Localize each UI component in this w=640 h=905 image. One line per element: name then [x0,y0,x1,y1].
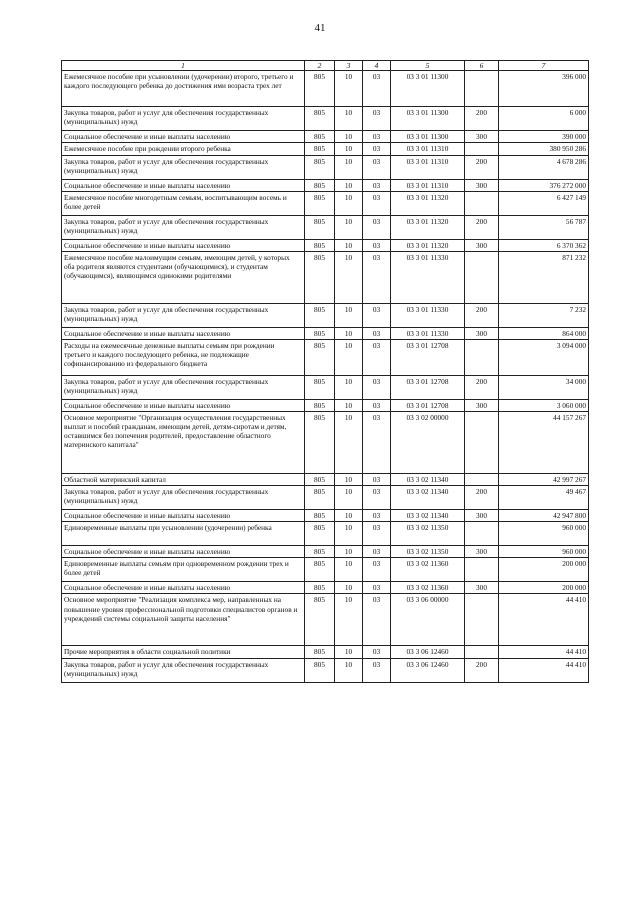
cell-grbs: 805 [305,303,335,327]
cell-grbs: 805 [305,327,335,339]
cell-subsection: 03 [363,399,391,411]
cell-section: 10 [335,375,363,399]
cell-target-article: 03 3 06 00000 [391,594,465,646]
cell-amount: 44 410 [499,646,589,658]
cell-expense-type [465,558,499,582]
table-row [62,71,589,107]
cell-amount: 42 947 800 [499,510,589,522]
cell-amount: 871 232 [499,251,589,303]
table-row [62,107,589,131]
cell-target-article: 03 3 01 12708 [391,375,465,399]
cell-name: Закупка товаров, работ и услуг для обеспечения государственных (муниципальных) нужд [62,658,305,682]
cell-amount: 34 000 [499,375,589,399]
cell-name: Ежемесячное пособие при рождении второго ребенка [62,143,305,155]
column-number: 4 [363,61,391,71]
table-row [62,546,589,558]
cell-subsection: 03 [363,327,391,339]
cell-amount: 44 410 [499,594,589,646]
cell-expense-type [465,474,499,486]
cell-grbs: 805 [305,594,335,646]
cell-target-article: 03 3 01 12708 [391,399,465,411]
cell-target-article: 03 3 02 00000 [391,412,465,474]
table-body [62,71,589,682]
cell-amount: 200 000 [499,558,589,582]
column-number: 5 [391,61,465,71]
cell-expense-type: 200 [465,215,499,239]
column-number: 3 [335,61,363,71]
cell-subsection: 03 [363,215,391,239]
cell-amount: 56 787 [499,215,589,239]
cell-amount: 42 997 267 [499,474,589,486]
cell-amount: 396 000 [499,71,589,107]
cell-subsection: 03 [363,658,391,682]
cell-amount: 4 678 286 [499,155,589,179]
cell-target-article: 03 3 02 11340 [391,510,465,522]
cell-subsection: 03 [363,239,391,251]
cell-section: 10 [335,179,363,191]
cell-subsection: 03 [363,251,391,303]
cell-name: Закупка товаров, работ и услуг для обеспечения государственных (муниципальных) нужд [62,375,305,399]
cell-section: 10 [335,399,363,411]
table-row [62,646,589,658]
cell-name: Социальное обеспечение и иные выплаты населению [62,327,305,339]
table-row [62,303,589,327]
cell-target-article: 03 3 06 12460 [391,658,465,682]
cell-amount: 7 232 [499,303,589,327]
cell-section: 10 [335,239,363,251]
table-row [62,582,589,594]
cell-section: 10 [335,594,363,646]
cell-grbs: 805 [305,412,335,474]
cell-grbs: 805 [305,251,335,303]
cell-amount: 960 000 [499,522,589,546]
cell-expense-type: 200 [465,107,499,131]
cell-name: Основное мероприятие "Организация осуществления государственных выплат и пособий гражданам, имеющим детей, детям-сиротам и детям, оставшимся без попечения родителей, предоставление областного материнского капитала" [62,412,305,474]
cell-name: Социальное обеспечение и иные выплаты населению [62,179,305,191]
cell-name: Закупка товаров, работ и услуг для обеспечения государственных (муниципальных) нужд [62,215,305,239]
cell-name: Прочие мероприятия в области социальной политики [62,646,305,658]
cell-expense-type [465,594,499,646]
cell-name: Основное мероприятие "Реализация комплекса мер, направленных на повышение уровня профессиональной подготовки специалистов органов и учреждений системы социальной защиты населения" [62,594,305,646]
budget-table [61,60,589,683]
cell-expense-type: 300 [465,582,499,594]
cell-target-article: 03 3 02 11350 [391,546,465,558]
cell-expense-type: 300 [465,399,499,411]
cell-grbs: 805 [305,131,335,143]
cell-grbs: 805 [305,646,335,658]
cell-name: Закупка товаров, работ и услуг для обеспечения государственных (муниципальных) нужд [62,486,305,510]
cell-section: 10 [335,486,363,510]
cell-section: 10 [335,191,363,215]
cell-expense-type: 300 [465,510,499,522]
cell-subsection: 03 [363,646,391,658]
cell-target-article: 03 3 01 11320 [391,239,465,251]
cell-target-article: 03 3 01 11330 [391,251,465,303]
cell-subsection: 03 [363,474,391,486]
table-row [62,658,589,682]
column-number: 1 [62,61,305,71]
cell-expense-type: 200 [465,658,499,682]
cell-expense-type [465,191,499,215]
cell-grbs: 805 [305,522,335,546]
cell-subsection: 03 [363,522,391,546]
cell-target-article: 03 3 01 11330 [391,327,465,339]
cell-expense-type [465,522,499,546]
cell-grbs: 805 [305,215,335,239]
cell-expense-type: 300 [465,179,499,191]
cell-amount: 6 000 [499,107,589,131]
cell-grbs: 805 [305,510,335,522]
table-row [62,327,589,339]
cell-grbs: 805 [305,658,335,682]
cell-grbs: 805 [305,179,335,191]
cell-grbs: 805 [305,143,335,155]
cell-section: 10 [335,71,363,107]
cell-expense-type: 200 [465,155,499,179]
cell-section: 10 [335,412,363,474]
table-row [62,215,589,239]
cell-grbs: 805 [305,155,335,179]
cell-section: 10 [335,546,363,558]
cell-subsection: 03 [363,339,391,375]
cell-amount: 3 094 000 [499,339,589,375]
cell-section: 10 [335,522,363,546]
cell-grbs: 805 [305,107,335,131]
cell-name: Закупка товаров, работ и услуг для обеспечения государственных (муниципальных) нужд [62,155,305,179]
column-number-row [62,61,589,71]
cell-target-article: 03 3 01 11320 [391,191,465,215]
cell-amount: 200 000 [499,582,589,594]
column-number: 2 [305,61,335,71]
table-row [62,522,589,546]
cell-grbs: 805 [305,339,335,375]
cell-target-article: 03 3 02 11340 [391,474,465,486]
cell-expense-type [465,71,499,107]
cell-expense-type [465,143,499,155]
cell-subsection: 03 [363,412,391,474]
cell-grbs: 805 [305,399,335,411]
table-row [62,486,589,510]
cell-name: Ежемесячное пособие многодетным семьям, воспитывающим восемь и более детей [62,191,305,215]
cell-subsection: 03 [363,594,391,646]
cell-target-article: 03 3 01 11300 [391,107,465,131]
cell-subsection: 03 [363,191,391,215]
cell-subsection: 03 [363,558,391,582]
cell-expense-type: 200 [465,375,499,399]
cell-amount: 44 157 267 [499,412,589,474]
table-row [62,339,589,375]
cell-expense-type: 300 [465,239,499,251]
cell-name: Социальное обеспечение и иные выплаты населению [62,510,305,522]
cell-name: Ежемесячное пособие малоимущим семьям, имеющим детей, у которых оба родителя являются студентами (обучающимися), и студентам (обучающимся), являющимся одинокими родителями [62,251,305,303]
cell-grbs: 805 [305,558,335,582]
cell-section: 10 [335,327,363,339]
cell-name: Социальное обеспечение и иные выплаты населению [62,131,305,143]
cell-amount: 49 467 [499,486,589,510]
cell-expense-type: 300 [465,131,499,143]
cell-amount: 390 000 [499,131,589,143]
table-row [62,510,589,522]
cell-section: 10 [335,339,363,375]
cell-amount: 380 950 286 [499,143,589,155]
cell-name: Закупка товаров, работ и услуг для обеспечения государственных (муниципальных) нужд [62,303,305,327]
cell-target-article: 03 3 01 11300 [391,131,465,143]
cell-expense-type: 300 [465,546,499,558]
cell-subsection: 03 [363,71,391,107]
cell-subsection: 03 [363,143,391,155]
cell-expense-type [465,412,499,474]
page-number: 41 [314,22,326,34]
cell-section: 10 [335,510,363,522]
cell-section: 10 [335,143,363,155]
cell-amount: 6 370 362 [499,239,589,251]
cell-section: 10 [335,303,363,327]
cell-name: Ежемесячное пособие при усыновлении (удочерении) второго, третьего и каждого последующего ребенка до достижения ими возраста трех лет [62,71,305,107]
cell-subsection: 03 [363,107,391,131]
cell-amount: 3 060 000 [499,399,589,411]
cell-section: 10 [335,155,363,179]
cell-subsection: 03 [363,155,391,179]
cell-target-article: 03 3 01 11320 [391,215,465,239]
cell-name: Единовременные выплаты при усыновлении (удочерении) ребенка [62,522,305,546]
cell-subsection: 03 [363,510,391,522]
cell-target-article: 03 3 02 11360 [391,582,465,594]
cell-name: Расходы на ежемесячные денежные выплаты семьям при рождении третьего и каждого последующего ребенка, не подлежащие софинансированию из федерального бюджета [62,339,305,375]
cell-target-article: 03 3 01 12708 [391,339,465,375]
cell-target-article: 03 3 06 12460 [391,646,465,658]
cell-section: 10 [335,582,363,594]
cell-name: Единовременные выплаты семьям при одновременном рождении трех и более детей [62,558,305,582]
cell-name: Социальное обеспечение и иные выплаты населению [62,582,305,594]
table-row [62,239,589,251]
cell-section: 10 [335,251,363,303]
cell-target-article: 03 3 02 11340 [391,486,465,510]
cell-name: Закупка товаров, работ и услуг для обеспечения государственных (муниципальных) нужд [62,107,305,131]
table-row [62,399,589,411]
cell-section: 10 [335,658,363,682]
cell-section: 10 [335,107,363,131]
cell-target-article: 03 3 01 11330 [391,303,465,327]
cell-subsection: 03 [363,179,391,191]
cell-subsection: 03 [363,131,391,143]
cell-expense-type [465,251,499,303]
cell-subsection: 03 [363,486,391,510]
cell-section: 10 [335,646,363,658]
cell-expense-type [465,339,499,375]
cell-target-article: 03 3 01 11300 [391,71,465,107]
table-row [62,131,589,143]
table-row [62,474,589,486]
column-number: 7 [499,61,589,71]
table-row [62,155,589,179]
cell-subsection: 03 [363,582,391,594]
cell-name: Социальное обеспечение и иные выплаты населению [62,239,305,251]
cell-expense-type: 300 [465,327,499,339]
cell-expense-type: 200 [465,486,499,510]
cell-amount: 960 000 [499,546,589,558]
table-row [62,558,589,582]
table-row [62,191,589,215]
cell-grbs: 805 [305,71,335,107]
table-row [62,412,589,474]
table-row [62,143,589,155]
cell-section: 10 [335,215,363,239]
cell-section: 10 [335,131,363,143]
cell-name: Социальное обеспечение и иные выплаты населению [62,546,305,558]
cell-grbs: 805 [305,474,335,486]
cell-expense-type [465,646,499,658]
cell-name: Социальное обеспечение и иные выплаты населению [62,399,305,411]
cell-section: 10 [335,474,363,486]
cell-grbs: 805 [305,375,335,399]
table-row [62,594,589,646]
table-row [62,375,589,399]
cell-target-article: 03 3 02 11360 [391,558,465,582]
cell-section: 10 [335,558,363,582]
table-row [62,179,589,191]
cell-grbs: 805 [305,239,335,251]
cell-amount: 44 410 [499,658,589,682]
cell-subsection: 03 [363,303,391,327]
cell-grbs: 805 [305,191,335,215]
cell-target-article: 03 3 01 11310 [391,179,465,191]
cell-target-article: 03 3 02 11350 [391,522,465,546]
cell-grbs: 805 [305,546,335,558]
cell-target-article: 03 3 01 11310 [391,143,465,155]
cell-grbs: 805 [305,486,335,510]
cell-amount: 864 000 [499,327,589,339]
cell-name: Областной материнский капитал [62,474,305,486]
cell-expense-type: 200 [465,303,499,327]
cell-subsection: 03 [363,375,391,399]
cell-target-article: 03 3 01 11310 [391,155,465,179]
table-row [62,251,589,303]
column-number: 6 [465,61,499,71]
cell-amount: 6 427 149 [499,191,589,215]
cell-amount: 376 272 000 [499,179,589,191]
cell-subsection: 03 [363,546,391,558]
cell-grbs: 805 [305,582,335,594]
